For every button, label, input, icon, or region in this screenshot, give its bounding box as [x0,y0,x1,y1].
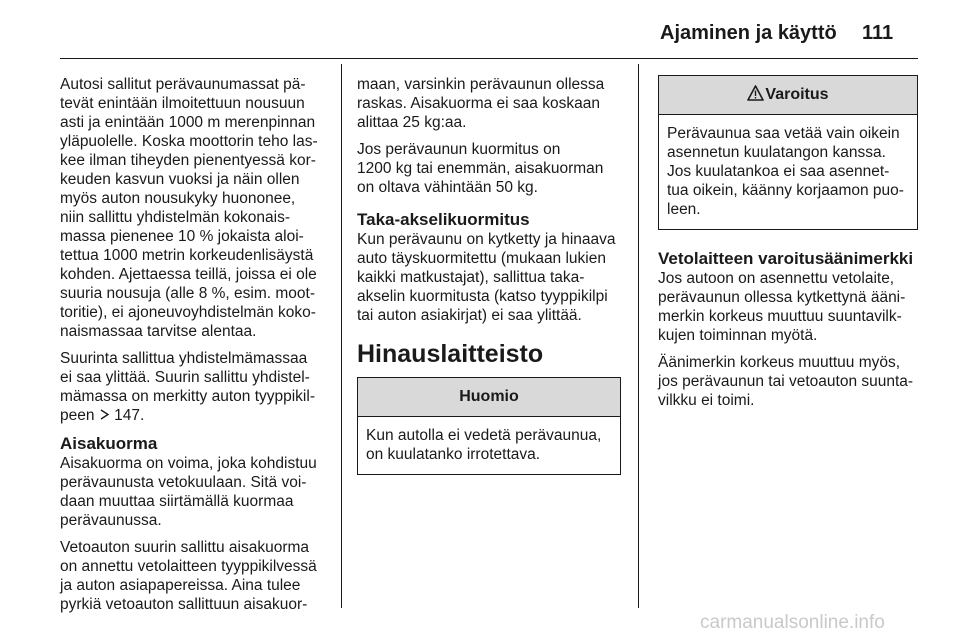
page-reference[interactable]: 147. [114,407,145,424]
warning-box-header [659,76,917,115]
paragraph-tow-signal: Jos autoon on asennettu vetolaite, perävaunun ollessa kytkettynä ääni- merkin korkeus muuttuu suuntavilk- kujen toiminnan myötä. [658,270,906,344]
note-box-body: Kun autolla ei vedetä perävaunua, on kuulatanko irrotettava. [366,427,602,463]
note-box-title: Huomio [358,378,620,417]
chapter-title: Ajaminen ja käyttö [660,22,837,44]
watermark: carmanualsonline.info [700,612,885,633]
warning-triangle-icon [747,78,764,116]
paragraph-trailer-masses: Autosi sallitut perävaunumassat pä- tevät enintään ilmoitettuun nousuun asti ja enintään 1000 m merenpinnan yläpuolelle. Koska moottorin teho las- kee ilman tiheyden pienentyessä kor- keuden kasvun vuoksi ja näin ollen myös auton nousukyky huononee, niin sallittu yhdistelmän kokonais- massa pienenee 10 % jokaista aloi- tettua 1000 metrin korkeudenlisäystä kohden. Ajettaessa teillä, joissa ei ole suuria nousuja (alle 8 %, esim. moot- toritie), ei ajoneuvoyhdistelmän koko- naismassaa tarvitse alentaa. [60,76,318,340]
note-box [357,377,621,475]
warning-box [658,75,918,230]
column-divider-1 [341,64,342,608]
paragraph-trailer-load: Jos perävaunun kuormitus on 1200 kg tai enemmän, aisakuorman on oltava vähintään 50 kg. [357,141,604,196]
paragraph-aisakuorma-limit: Vetoauton suurin sallittu aisakuorma on annettu vetolaitteen tyyppikilvessä ja auton asiapapereissa. Aina tulee pyrkiä vetoauton sallittuun aisakuor- [60,539,317,613]
header-divider [60,58,918,59]
column-2 [357,75,623,475]
section-heading-aisakuorma: Aisakuorma [60,434,158,453]
warning-box-title: Varoitus [765,86,829,103]
paragraph-rear-axle-load: Kun perävaunu on kytketty ja hinaava auto täyskuormitettu (mukaan lukien kaikki matkustajat), sallittua taka- akselin kuormitusta (katso tyyppikilpi tai auton asiakirjat) ei saa ylittää. [357,231,616,324]
paragraph-aisakuorma-continued: maan, varsinkin perävaunun ollessa raskas. Aisakuorma ei saa koskaan alittaa 25 kg:aa. [357,76,605,131]
column-divider-2 [638,64,639,608]
page-number: 111 [862,22,894,44]
warning-box-body: Perävaunua saa vetää vain oikein asennetun kuulatangon kanssa. Jos kuulatankoa ei saa asennet- tua oikein, käänny korjaamon puo- leen. [667,125,904,218]
column-1 [60,75,328,622]
section-heading-taka-akselikuormitus: Taka-akselikuormitus [357,210,530,229]
paragraph-max-combined-mass: Suurinta sallittua yhdistelmämassaa ei saa ylittää. Suurin sallittu yhdistel- mämassa on merkitty auton tyyppikil- peen 147. [60,350,315,424]
column-3 [658,75,920,418]
section-heading-vetolaitteen-varoitusaanimerkki: Vetolaitteen varoitusäänimerkki [658,249,914,268]
arrow-right-icon [99,406,110,425]
section-heading-hinauslaitteisto: Hinauslaitteisto [357,340,544,368]
paragraph-signal-fault: Äänimerkin korkeus muuttuu myös, jos perävaunun tai vetoauton suunta- vilkku ei toimi. [658,354,914,409]
paragraph-aisakuorma-definition: Aisakuorma on voima, joka kohdistuu perävaunusta vetokuulaan. Sitä voi- daan muuttaa siirtämällä kuormaa perävaunussa. [60,455,317,529]
